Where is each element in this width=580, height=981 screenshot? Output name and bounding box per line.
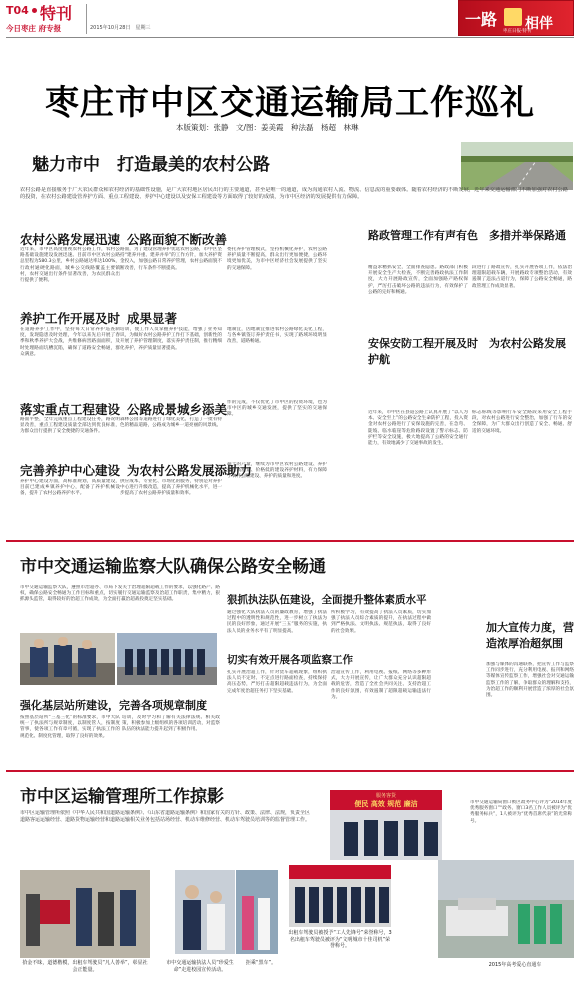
- section2-sub3: 加大宣传力度，营造浓厚治超氛围: [486, 621, 574, 650]
- masthead: [0, 0, 580, 36]
- section-dot: [32, 8, 37, 13]
- section1-p9: 作的完成，不仅优化了市中区的投资环境，也为市中区的城乡交通发展，提供了坚实的交通保障。: [227, 400, 327, 418]
- section2-p6: 培训，及时学习和了解有关法律法规、相关政策，积极参加上级组织的各项培训活动，对监察队伍的执法能力提升起到了积极作用。: [122, 715, 220, 733]
- section3-title: 市中区运输管理所工作掠影: [20, 787, 224, 807]
- section1-lead: 农村公路是直接服务于广大农民群众和农村经济的基础性设施，是广大农村地区居民出行的主要通道，甚至是唯一的通道，成为沟通农村人流、物流、信息流的重要载体。随着农村经济的不断发展，近年来交通运输部门不断加强对农村公路的投资，在农村公路建设管养护方面、重点工程建设、养护中心建设以及安保工程建设等方面取得了较好的成绩，为市中区经济的发展提供有力保障。: [20, 187, 568, 201]
- section1-p6: 地制宜，因地制宜推进农村公路绿化美化工程，与各乡镇签订养护责任书，实现了路域环境明显改善，道路畅通。: [227, 327, 327, 345]
- school-image: [175, 870, 235, 954]
- patrol-image-2: [117, 633, 217, 685]
- section-name: 特刊: [40, 4, 73, 23]
- section1-sub5: 落实重点工程建设: [20, 402, 121, 417]
- byline: 本版策划：张静 文/图：姜美霞 种法磊 杨超 林琳: [176, 123, 359, 132]
- section1-sub2: 公路面貌不断改善: [127, 232, 228, 247]
- section1-p1: 近年来，市中区高度重视农村公路工作，农村公路基础设施建设发展迅速。目前市中区农村公路总里程为580.3公里，乡村公路通达率达100%，行政村通硬化路面，城乡公交线路覆盖主要镇村，农村交通出行条件显著改善，为农民群众出行提供了便利。: [20, 247, 120, 284]
- section2-p5: 按照基层站所“三基三化”的标准要求，市中大队统一了执法所与规章制度，以制度管人，按制度管事，使各项工作有章可循，实现了执法工作的规范化、制度化管理，取得了良好的效果。: [20, 715, 120, 739]
- section2-sub1: 狠抓执法队伍建设，全面提升整体素质水平: [227, 594, 427, 606]
- section1-p3: 委托养护管理模式，坚持机械化养护，农村公路养护质量不断提高，群众出行更加便捷，公路环境更加优美，为市中区经济社会发展提供了坚实的交通保障。: [227, 247, 327, 271]
- photo-pioneer: [289, 865, 391, 927]
- exam-car-image: [438, 860, 574, 958]
- service-window-photo: [330, 790, 442, 860]
- section1-sub1: 农村公路发展迅速: [20, 232, 121, 247]
- banner-seal: [504, 8, 522, 26]
- section1-sub4: 成果显著: [127, 311, 178, 326]
- section2-sub4: 强化基层站所建设，完善各项规章制度: [20, 699, 207, 712]
- banner-box: [458, 0, 574, 36]
- section2-intro: 市中交通运输监察大队，遵照市治超办、市局下发关于治理超限超载工作的要求，以强化路产、路权，确保公路安全畅通为工作目标和重点，切实履行交通运输监察及治超工作职责，集中精力，狠抓源头监管，取得较好的治超工作成效，为全面打赢治超战役奠定坚实基础。: [20, 585, 220, 603]
- section2-p1: 通过强化大队执法人员的廉政教育，增强了执法过程中的透明性和规范性，进一步树立了执法为民的良好形象，通过开展“三五”服务的实施，执法人员的业务水平有了明显提高。: [227, 610, 327, 634]
- paper-name: 今日枣庄 府专报: [6, 24, 62, 33]
- section2-sub3a: [486, 620, 574, 652]
- service-window-caption: 市中交通运输局窗口被区政务中心评为“2014年度优秀服务窗口”“政务、窗口3名工作人员被评为“优秀服务标兵”，1人被评为“优秀首席代表”的光荣称号。: [470, 800, 572, 824]
- section1-p15: 近年来，市中区在县道公路上认真开展了“以人为本、安全至上”的公路安全生命防护工程，投入资金对农村公路进行了安保设施的完善，在急弯、陡坡、临水临崖等危险路段设置了警示标志、防护栏等安全设施，极大地提高了公路的安全通行能力，有效地减少了交通事故的发生。: [368, 410, 468, 447]
- caption-black-car: 拒乘“黑车”。: [245, 960, 277, 966]
- section-divider-1: [6, 540, 574, 542]
- section1-p14: 段进行了路政宣传，扎实开展各项工作，依法治理超限超载车辆，开展路政专项整治活动，有效遏制了违法占道行为，保障了公路安全畅通，路政管理工作成效显著。: [472, 265, 572, 289]
- section2-p3: 所积极学习，有效提高了执法人员素质，切实加强了执法人员综合素质的提升，在执法过程中做到严格执法、文明执法、规范执法，取得了良好的社会效果。: [331, 610, 431, 634]
- section1-title: 魅力市中 打造最美的农村公路: [32, 155, 270, 175]
- section2-p4: 治超宣传工作，利用电视、报纸、网络等多种形式，大力开展宣传，让广大群众充分认识超限超载的危害，营造了全社会共同关注、支持治超工作的良好氛围，有效遏制了超限超载运输违法行为。: [331, 670, 431, 700]
- section2-p7: 加强与媒体的沟通联系，把宣传工作与监察工作同步进行，充分利用电视、报刊和网络等媒体宣传监察工作，增强社会对交通运输监察工作的了解，争取群众的理解和支持，为治超工作的顺利开展营造了浓厚的社会氛围。: [486, 662, 574, 699]
- photo-honesty: [20, 870, 150, 958]
- service-banner-slogan: 便民 高效 规范 廉洁: [354, 800, 418, 808]
- section1-p16: 标志标线等影响行车安全路段采用安全工程手段，对农村公路进行安全整治，加强了行车的安全保障，为广大群众出行创造了安全、畅通、舒适的交通环境。: [472, 410, 572, 434]
- honesty-image: [20, 870, 150, 958]
- banner-text-1: 一路: [465, 10, 498, 29]
- section3-intro: 市中区运输管理所依照《中华人民共和国道路运输条例》、《山东省道路运输条例》和国家有关的方针、政策、法律、法规，负责全区道路客运运输经营、道路货物运输经营和道路运输相关业务包括站场经营、机动车维修经营、机动车驾驶员培训等的监督管理工作。: [20, 810, 310, 823]
- caption-exam-car: 2015年高考爱心直通车: [488, 962, 542, 968]
- patrol-image-1: [20, 633, 115, 685]
- section2-sub2: 切实有效开展各项监察工作: [227, 654, 353, 666]
- black-car-image: [236, 870, 278, 954]
- section1-p7: 路面平整，全年完成重点工程建设任务，路况明显改善，重点工程建设质量全部达到优良标准，为群众出行提供了安全便捷的交通条件。: [20, 417, 120, 435]
- section1-p4: 在道路养护工作中，坚持每天日常养护巡查制度，发现隐患及时处理，今年以来先后开展了春季和秋季养护大会战，共维修病害路面面积，及时处理路面坑槽沉陷，确保了道路安全畅通，群众满意。: [20, 327, 120, 357]
- road-image: [461, 142, 573, 190]
- section2-p2: 扎实开展治超工作，针对货车超载现象，组织执法人员不定时、不定点进行路面检查，持续保持高压态势，严厉打击超限超载违法行为，为全面完成年度治超任务打下坚实基础。: [227, 670, 327, 694]
- patrol-photo-2: [117, 633, 217, 685]
- section2-title: 市中交通运输监察大队确保公路安全畅通: [20, 557, 326, 577]
- date-line: 2015年10月28日 星期三: [90, 25, 151, 31]
- photo-black-car: [236, 870, 278, 954]
- road-photo: [461, 142, 573, 190]
- section1-sub9a: [368, 228, 568, 244]
- caption-pioneer: 出租车驾驶员被授予“工人先锋号”荣誉称号，3名出租车驾驶员被评为“文明城市十佳司机”荣誉称号。: [288, 930, 392, 949]
- photo-school: [175, 870, 235, 954]
- page-number: T04: [6, 4, 29, 17]
- section1-sub9: 路政管理工作有声有色 多措并举保路通: [368, 229, 566, 242]
- service-banner-text: 服务客货: [375, 793, 396, 799]
- section1-p11: 供应成本，专业化、市场化的服务，特别是对养护中心进行升级改造，提高了养护机械化水平，进一步提高了农村公路养护质量和效率。: [120, 479, 222, 497]
- pioneer-image: [289, 865, 391, 927]
- masthead-rule: [6, 37, 574, 38]
- banner-text-2: 相伴: [525, 16, 553, 32]
- section1-sub8: 为农村公路发展添助力: [127, 463, 253, 478]
- section1-p5: 培训，使工作人员掌握养护技能，增强了业务知识，为做好农村公路养护工作打下基础，创新性的开展了养护管理制度，落实养护责任制，推行精细化养护，养护质量显著提高。: [120, 327, 222, 351]
- section1-sub7: 完善养护中心建设: [20, 463, 121, 478]
- section-divider-2: [6, 770, 574, 772]
- section1-sub3: 养护工作开展及时: [20, 311, 121, 326]
- section1-sub10: 安保安防工程开展及时 为农村公路发展护航: [368, 337, 566, 366]
- section1-p12: 凝土的产量，继续为市中区农村公路建设、养护提供高质量、价格低的建设养护材料，有力保障了农村公路建设、养护的质量和进度。: [227, 462, 327, 480]
- section1-p10: 养护中心建设方面，高标准规划，高质量建设，目前已建成乡镇养护中心，配备了养护机械设备，提升了农村公路养护水平。: [20, 479, 120, 497]
- masthead-divider: [86, 4, 87, 34]
- banner-subtext: 枣庄日报·特刊: [503, 29, 532, 34]
- patrol-photo-1: [20, 633, 115, 685]
- page-title: 枣庄市中区交通运输局工作巡礼: [45, 83, 535, 123]
- section1-p8: 森林公园等道路进行了绿化美化，打造了一批有特色的精品道路，公路成为城乡一道亮丽的风景线。: [120, 417, 222, 429]
- section1-p13: 精益求精抓安全，全面排查隐患。路政部门积极开展安全生产大检查，不断完善路政执法工作制度，大力开展路政宣传，全面加强路产路权保护，严厉打击破坏公路的违法行为，有效保护了公路的完好和畅通。: [368, 265, 468, 295]
- caption-honesty: 拾金不昧，道德楷模，出租车驾驶员“凡人善举”，彰显社会正能量。: [22, 960, 148, 973]
- section1-sub10a: [368, 336, 568, 368]
- photo-exam-car: [438, 860, 574, 958]
- caption-school: 市中交通运输执法人员“珍爱生命”走进校园宣传活动。: [166, 960, 234, 973]
- section1-p2: 路面，为了建设管理养护优选农村公路，市中区坚持“建养并重、建养并举”的工作方针，加大养护资金投入，加强公路日常养护管理，农村公路面貌不断改善，行车条件不断提高。: [120, 247, 222, 271]
- section1-sub6: 公路成景城乡添美: [127, 402, 228, 417]
